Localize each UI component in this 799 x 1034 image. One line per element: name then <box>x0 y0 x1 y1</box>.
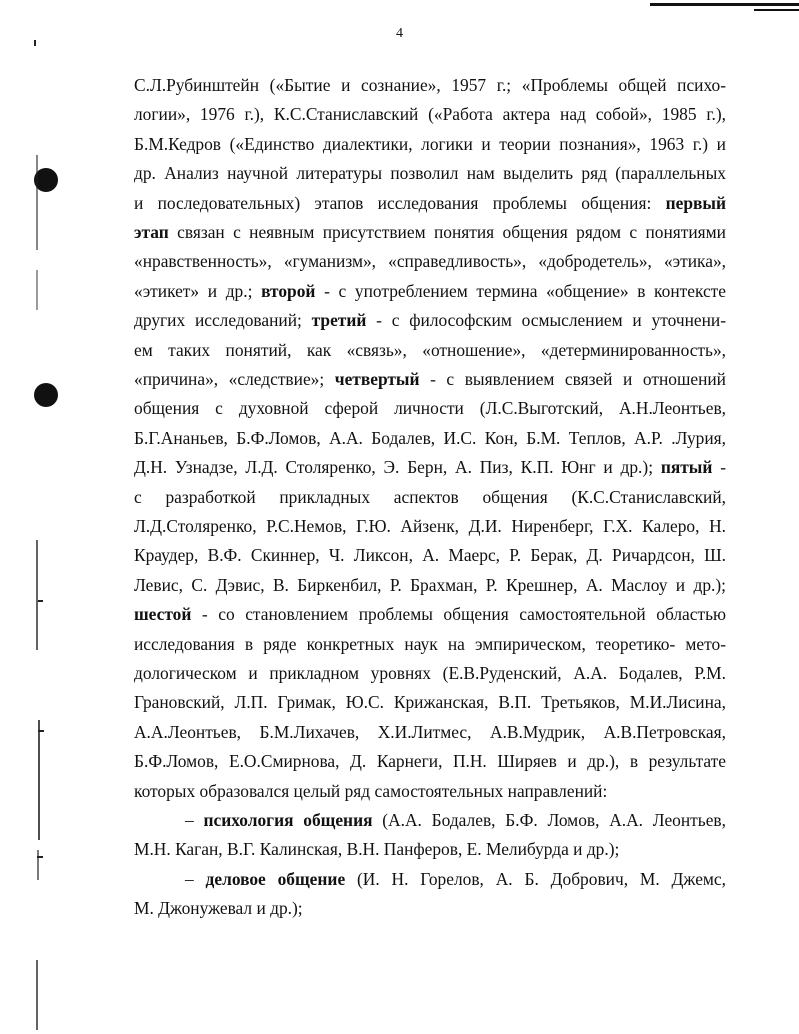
text-line <box>134 103 726 125</box>
text-line <box>134 486 726 508</box>
scan-artifact <box>37 850 39 880</box>
text-line <box>134 515 726 537</box>
text-line <box>134 221 726 243</box>
text-line <box>134 721 726 743</box>
text-run: «нравственность», «гуманизм», «справедливость», «добродетель», «этика», <box>134 251 726 272</box>
text-run: общения с духовной сферой личности (Л.С.Выготский, А.Н.Леонтьев, <box>134 398 726 419</box>
text-line <box>134 603 726 625</box>
text-line <box>134 427 726 449</box>
scan-artifact <box>36 155 38 250</box>
text-line <box>134 633 726 655</box>
text-line <box>134 250 726 272</box>
page-number: 4 <box>396 26 403 41</box>
binder-hole-mark <box>34 383 58 407</box>
text-run: которых образовался целый ряд самостоятельных направлений: <box>134 780 608 801</box>
scan-artifact <box>38 600 43 602</box>
text-run: др. Анализ научной литературы позволил нам выделить ряд (параллельных <box>134 163 726 184</box>
text-run: (И. Н. Горелов, А. Б. Добрович, М. Джемс, <box>345 868 726 889</box>
text-line <box>185 868 726 890</box>
text-line <box>134 162 726 184</box>
bold-term: третий <box>311 310 367 331</box>
scan-edge-mark <box>650 3 799 6</box>
text-line <box>134 280 726 302</box>
text-run: логии», 1976 г.), К.С.Станиславский («Работа актера над собой», 1985 г.), <box>134 104 726 125</box>
text-run: А.А.Леонтьев, Б.М.Лихачев, Х.И.Литмес, А.В.Мудрик, А.В.Петровская, <box>134 721 726 742</box>
bold-term: этап <box>134 222 169 242</box>
text-run: Б.М.Кедров («Единство диалектики, логики и теории познания», 1963 г.) и <box>134 133 726 154</box>
scan-artifact <box>36 270 38 310</box>
text-run: М. Джонужевал и др.); <box>134 898 303 919</box>
text-run: «этикет» и др.; <box>134 280 262 301</box>
text-line <box>185 809 726 831</box>
bold-term: четвертый <box>334 369 420 389</box>
text-run: Краудер, В.Ф. Скиннер, Ч. Ликсон, А. Маерс, Р. Берак, Д. Ричардсон, Ш. <box>134 545 726 566</box>
text-line <box>134 662 726 684</box>
text-run: дологическом и прикладном уровнях (Е.В.Руденский, А.А. Бодалев, Р.М. <box>134 663 726 683</box>
text-run: М.Н. Каган, В.Г. Калинская, В.Н. Панферов, Е. Мелибурда и др.); <box>134 839 620 860</box>
text-line <box>134 397 726 419</box>
text-run: - со становлением проблемы общения самостоятельной областью <box>191 604 726 625</box>
bold-term: деловое общение <box>205 868 346 889</box>
text-run: Левис, С. Дэвис, В. Биркенбил, Р. Брахман, Р. Крешнер, А. Маслоу и др.); <box>134 574 726 595</box>
text-run: Б.Г.Ананьев, Б.Ф.Ломов, А.А. Бодалев, И.С. Кон, Б.М. Теплов, А.Р. .Лурия, <box>134 427 726 448</box>
text-line <box>134 897 726 919</box>
scan-artifact <box>37 856 43 858</box>
text-run: С.Л.Рубинштейн («Бытие и сознание», 1957 г.; «Проблемы общей психо- <box>134 75 726 95</box>
text-line <box>134 574 726 596</box>
bold-term: первый <box>665 192 726 213</box>
text-line <box>134 780 726 802</box>
text-run: с разработкой прикладных аспектов общения (К.С.Станиславский, <box>134 486 726 507</box>
scan-edge-mark <box>754 9 799 11</box>
text-run: исследования в ряде конкретных наук на эмпирическом, теоретико- мето- <box>134 633 726 654</box>
text-run: – <box>185 868 206 889</box>
text-run: (А.А. Бодалев, Б.Ф. Ломов, А.А. Леонтьев, <box>372 810 726 830</box>
bold-term: шестой <box>134 604 192 625</box>
scan-artifact <box>38 720 40 840</box>
text-run: - с употреблением термина «общение» в контексте <box>315 280 726 301</box>
text-run: других исследований; <box>134 310 312 331</box>
bold-term: второй <box>261 280 316 301</box>
text-line <box>134 368 726 390</box>
text-run: Д.Н. Узнадзе, Л.Д. Столяренко, Э. Берн, А. Пиз, К.П. Юнг и др.); <box>134 457 661 478</box>
text-line <box>134 544 726 566</box>
text-line <box>134 691 726 713</box>
text-line <box>134 339 726 361</box>
text-line <box>134 309 726 331</box>
bold-term: психология общения <box>203 810 373 830</box>
text-run: Б.Ф.Ломов, Е.О.Смирнова, Д. Карнеги, П.Н. Ширяев и др.), в результате <box>134 751 726 772</box>
text-run: Грановский, Л.П. Гримак, Ю.С. Крижанская, В.П. Третьяков, М.И.Лисина, <box>134 692 726 713</box>
bold-term: пятый <box>660 457 713 478</box>
scan-artifact <box>34 40 36 46</box>
text-line <box>134 133 726 155</box>
text-run: - с философским осмыслением и уточнени- <box>366 310 726 331</box>
scan-artifact <box>38 730 44 732</box>
text-run: – <box>185 810 204 830</box>
text-run: и последовательных) этапов исследования проблемы общения: <box>134 192 666 213</box>
text-run: «причина», «следствие»; <box>134 369 335 389</box>
text-run: - <box>712 457 726 478</box>
text-run: Л.Д.Столяренко, Р.С.Немов, Г.Ю. Айзенк, Д.И. Ниренберг, Г.Х. Калеро, Н. <box>134 516 726 536</box>
scan-artifact <box>36 540 38 650</box>
text-line <box>134 192 726 214</box>
text-line <box>134 750 726 772</box>
text-run: ем таких понятий, как «связь», «отношение», «детерминированность», <box>134 339 726 360</box>
scan-artifact <box>36 960 38 1030</box>
text-line <box>134 456 726 478</box>
text-run: связан с неявным присутствием понятия общения рядом с понятиями <box>168 222 726 242</box>
text-line <box>134 74 726 96</box>
text-run: - с выявлением связей и отношений <box>419 369 726 389</box>
text-line <box>134 838 726 860</box>
